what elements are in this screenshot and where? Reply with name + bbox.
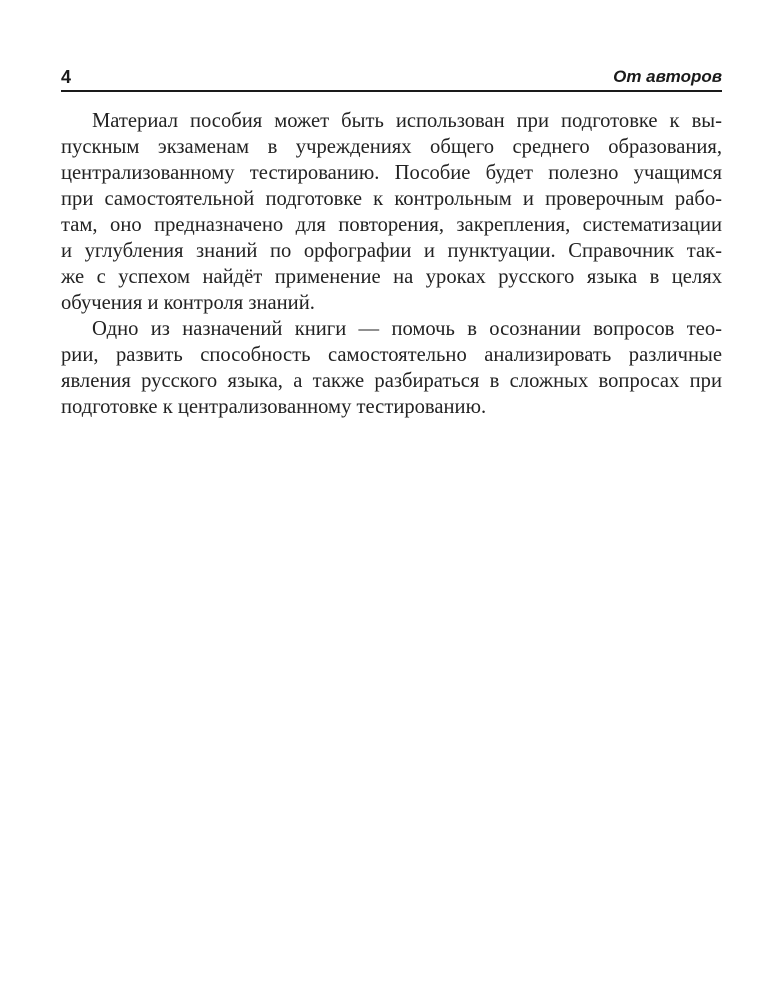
paragraph-1 [61,108,722,316]
text-line: обучения и контроля знаний. [61,292,315,314]
text-line: централизованному тестированию. Пособие будет полезно учащимся [61,162,722,184]
text-line: при самостоятельной подготовке к контрольным и проверочным рабо- [61,188,722,210]
text-line: и углубления знаний по орфографии и пунктуации. Справочник так- [61,240,722,262]
text-line: там, оно предназначено для повторения, закрепления, систематизации [61,214,722,236]
running-title: От авторов [613,67,722,86]
text-line: подготовке к централизованному тестированию. [61,396,487,418]
paragraph-2 [61,316,722,420]
text-line: Материал пособия может быть использован при подготовке к вы- [92,110,722,132]
text-line: Одно из назначений книги — помочь в осознании вопросов тео- [92,318,722,340]
text-line: пускным экзаменам в учреждениях общего среднего образования, [61,136,722,158]
page-header [61,66,722,92]
text-line: явления русского языка, а также разбираться в сложных вопросах при [61,370,722,392]
text-line: рии, развить способность самостоятельно анализировать различные [61,344,722,366]
page-number: 4 [61,67,72,87]
body-text [61,108,722,420]
text-line: же с успехом найдёт применение на уроках русского языка в целях [61,266,722,288]
